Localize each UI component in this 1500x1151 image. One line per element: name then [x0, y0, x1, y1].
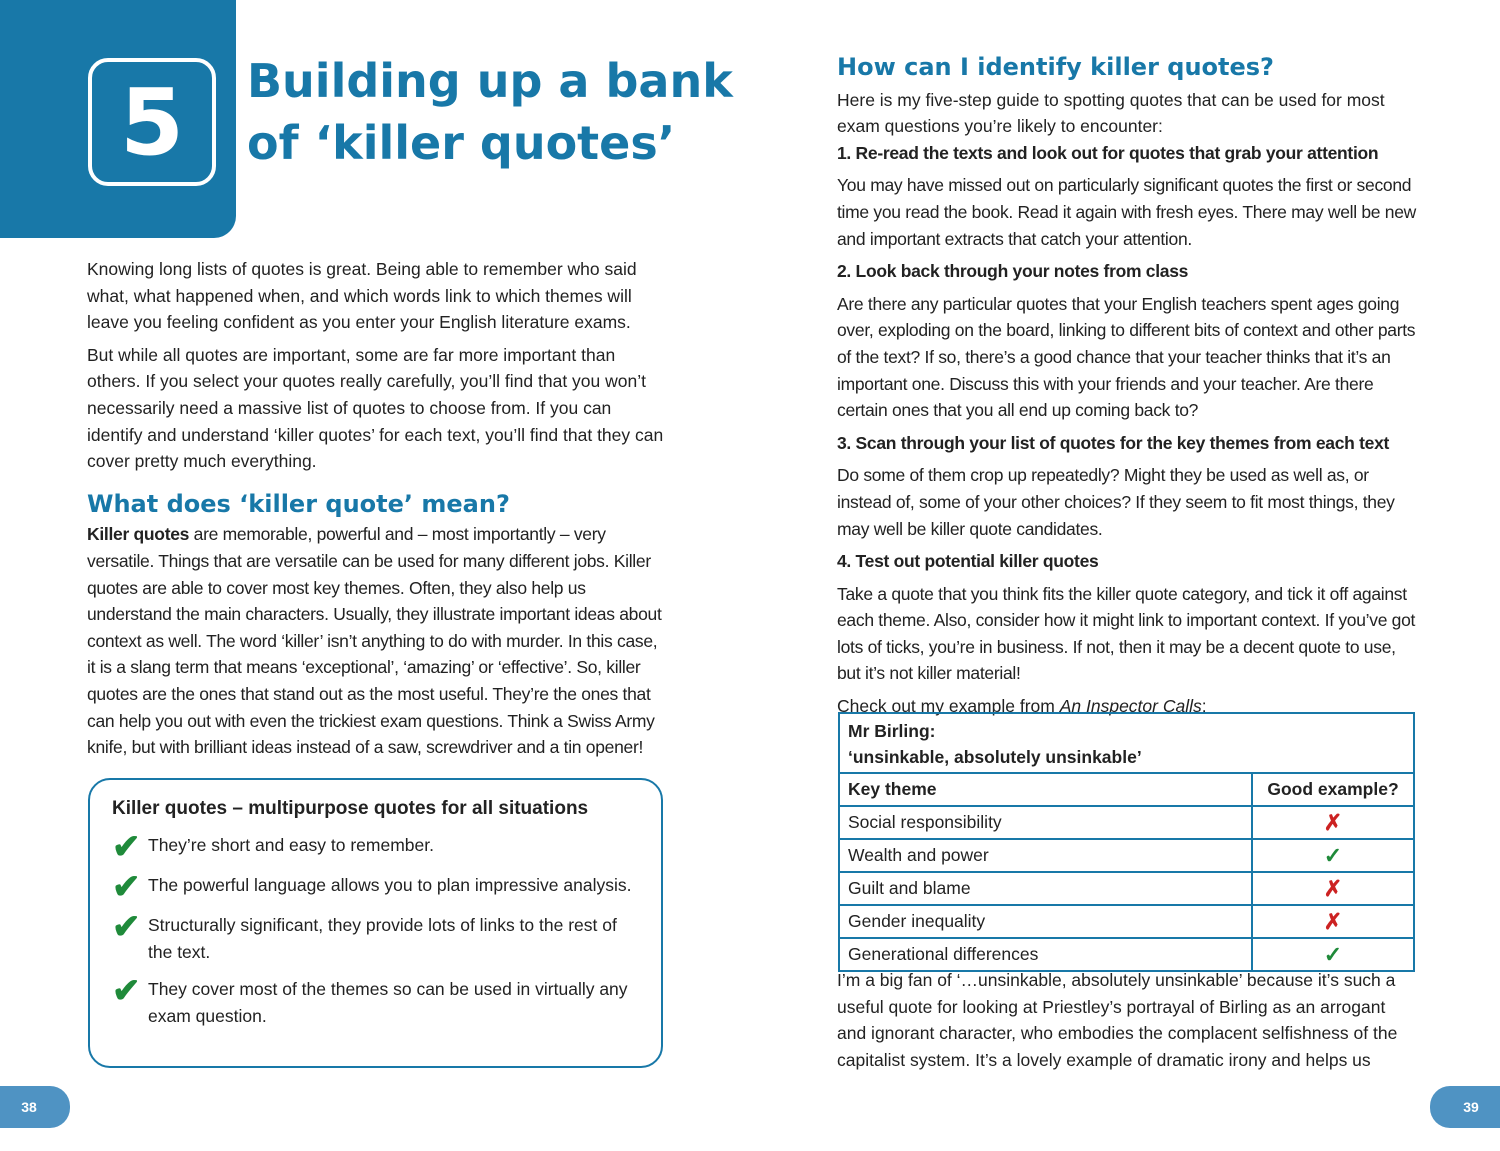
table-quote-row: [839, 713, 1414, 773]
left-column: [87, 256, 667, 767]
step-heading: 1. Re-read the texts and look out for quotes that grab your attention: [837, 142, 1379, 163]
step-heading: 4. Test out potential killer quotes: [837, 551, 1099, 572]
table-quote: ‘unsinkable, absolutely unsinkable’: [848, 747, 1142, 767]
step: [837, 258, 1417, 424]
callout-item-text: The powerful language allows you to plan impressive analysis.: [148, 875, 632, 895]
right-column: [837, 54, 1417, 726]
table-header-good: Good example?: [1252, 773, 1414, 806]
callout-item: [112, 908, 639, 966]
page-number-left: 38: [0, 1086, 70, 1128]
step-body: Take a quote that you think fits the killer quote category, and tick it off against each theme. Also, consider how it might link to important context. If you’ve got lots of ticks, you’re in business. If not, then it may be a decent quote to use, but it’s not killer material!: [837, 583, 1416, 684]
identify-intro: Here is my five-step guide to spotting quotes that can be used for most exam questions you’re likely to encounter:: [837, 89, 1385, 137]
step-body: You may have missed out on particularly significant quotes the first or second time you read the book. Read it again with fresh eyes. There may well be new and important extracts that catch your attention.: [837, 175, 1417, 249]
table-theme-cell: Wealth and power: [839, 839, 1252, 872]
callout-item-text: They’re short and easy to remember.: [148, 835, 434, 855]
table-theme-cell: Generational differences: [839, 938, 1252, 971]
table-row: [839, 839, 1414, 872]
callout-item: [112, 972, 639, 1030]
cross-icon: ✗: [1252, 905, 1414, 938]
cross-icon: ✗: [1252, 872, 1414, 905]
step-body: Do some of them crop up repeatedly? Might they be used as well as, or instead of, some of your other choices? If they seem to fit most things, they may well be killer quote candidates.: [837, 465, 1395, 539]
step-heading: 2. Look back through your notes from class: [837, 261, 1189, 282]
example-prefix: Check out my example from: [837, 696, 1060, 717]
table-header-theme: Key theme: [839, 773, 1252, 806]
table-header-row: [839, 773, 1414, 806]
callout-title: Killer quotes – multipurpose quotes for all situations: [112, 798, 589, 819]
example-title: An Inspector Calls: [1059, 696, 1202, 717]
meaning-bold-term: Killer quotes: [87, 524, 190, 545]
table-theme-cell: Social responsibility: [839, 806, 1252, 839]
table-theme-cell: Guilt and blame: [839, 872, 1252, 905]
step-body: Are there any particular quotes that your English teachers spent ages going over, exploding on the board, linking to different bits of context and other parts of the text? If so, there’s a good chance that your teacher thinks that it’s an important one. Discuss this with your friends and your teacher. Are there certain ones that you all end up coming back to?: [837, 293, 1416, 421]
cross-icon: ✗: [1252, 806, 1414, 839]
meaning-paragraph: [87, 521, 667, 760]
chapter-title-line2: of ‘killer quotes’: [247, 116, 676, 170]
killer-quote-table: [838, 712, 1415, 972]
table-speaker: Mr Birling:: [848, 721, 936, 741]
table-theme-cell: Gender inequality: [839, 905, 1252, 938]
callout-item-text: They cover most of the themes so can be used in virtually any exam question.: [148, 979, 628, 1026]
intro-paragraph-2: But while all quotes are important, some are far more important than others. If you select your quotes really carefully, you’ll find that you won’t necessarily need a massive list of quotes to choose from. If you can identify and understand ‘killer quotes’ for each text, you’ll find that they can cover pretty much everything.: [87, 344, 664, 472]
closing-paragraph: I’m a big fan of ‘…unsinkable, absolutely unsinkable’ because it’s such a useful quote for looking at Priestley’s portrayal of Birling as an arrogant and ignorant character, who embodies the complacent selfishness of the capitalist system. It’s a lovely example of dramatic irony and helps us: [837, 970, 1398, 1070]
table-row: [839, 872, 1414, 905]
tick-icon: ✓: [1252, 839, 1414, 872]
step-heading: 3. Scan through your list of quotes for the key themes from each text: [837, 432, 1390, 453]
checkmark-icon: ✔: [112, 972, 141, 1010]
table-row: [839, 806, 1414, 839]
chapter-title-line1: Building up a bank: [247, 54, 733, 108]
checkmark-icon: ✔: [112, 828, 141, 866]
chapter-title: [247, 50, 767, 174]
meaning-heading: What does ‘killer quote’ mean?: [87, 489, 510, 518]
callout-item: [112, 868, 639, 906]
identify-heading: How can I identify killer quotes?: [837, 53, 1274, 81]
checkmark-icon: ✔: [112, 908, 141, 946]
page-number-right: 39: [1430, 1086, 1500, 1128]
checkmark-icon: ✔: [112, 868, 141, 906]
tick-icon: ✓: [1252, 938, 1414, 971]
step: [837, 140, 1417, 252]
intro-paragraph-1: Knowing long lists of quotes is great. Being able to remember who said what, what happened when, and which words link to which themes will leave you feeling confident as you enter your English literature exams.: [87, 259, 637, 333]
step: [837, 430, 1417, 542]
table-quote-cell: [839, 713, 1414, 773]
meaning-text: are memorable, powerful and – most importantly – very versatile. Things that are versatile can be used for many different jobs. Killer quotes are able to cover most key themes. Often, they also help us understand the main characters. Usually, they illustrate important ideas about context as well. The word ‘killer’ isn’t anything to do with murder. In this case, it is a slang term that means ‘exceptional’, ‘amazing’ or ‘effective’. So, killer quotes are the ones that stand out as the most useful. They’re the ones that can help you out with even the trickiest exam questions. Think a Swiss Army knife, but with brilliant ideas instead of a saw, screwdriver and a tin opener!: [87, 524, 662, 758]
killer-quotes-callout: [88, 778, 663, 1068]
callout-item-text: Structurally significant, they provide lots of links to the rest of the text.: [148, 915, 617, 962]
table-row: [839, 905, 1414, 938]
example-suffix: :: [1201, 696, 1207, 717]
chapter-number: 5: [88, 58, 216, 186]
callout-item: [112, 828, 639, 866]
step: [837, 548, 1417, 687]
